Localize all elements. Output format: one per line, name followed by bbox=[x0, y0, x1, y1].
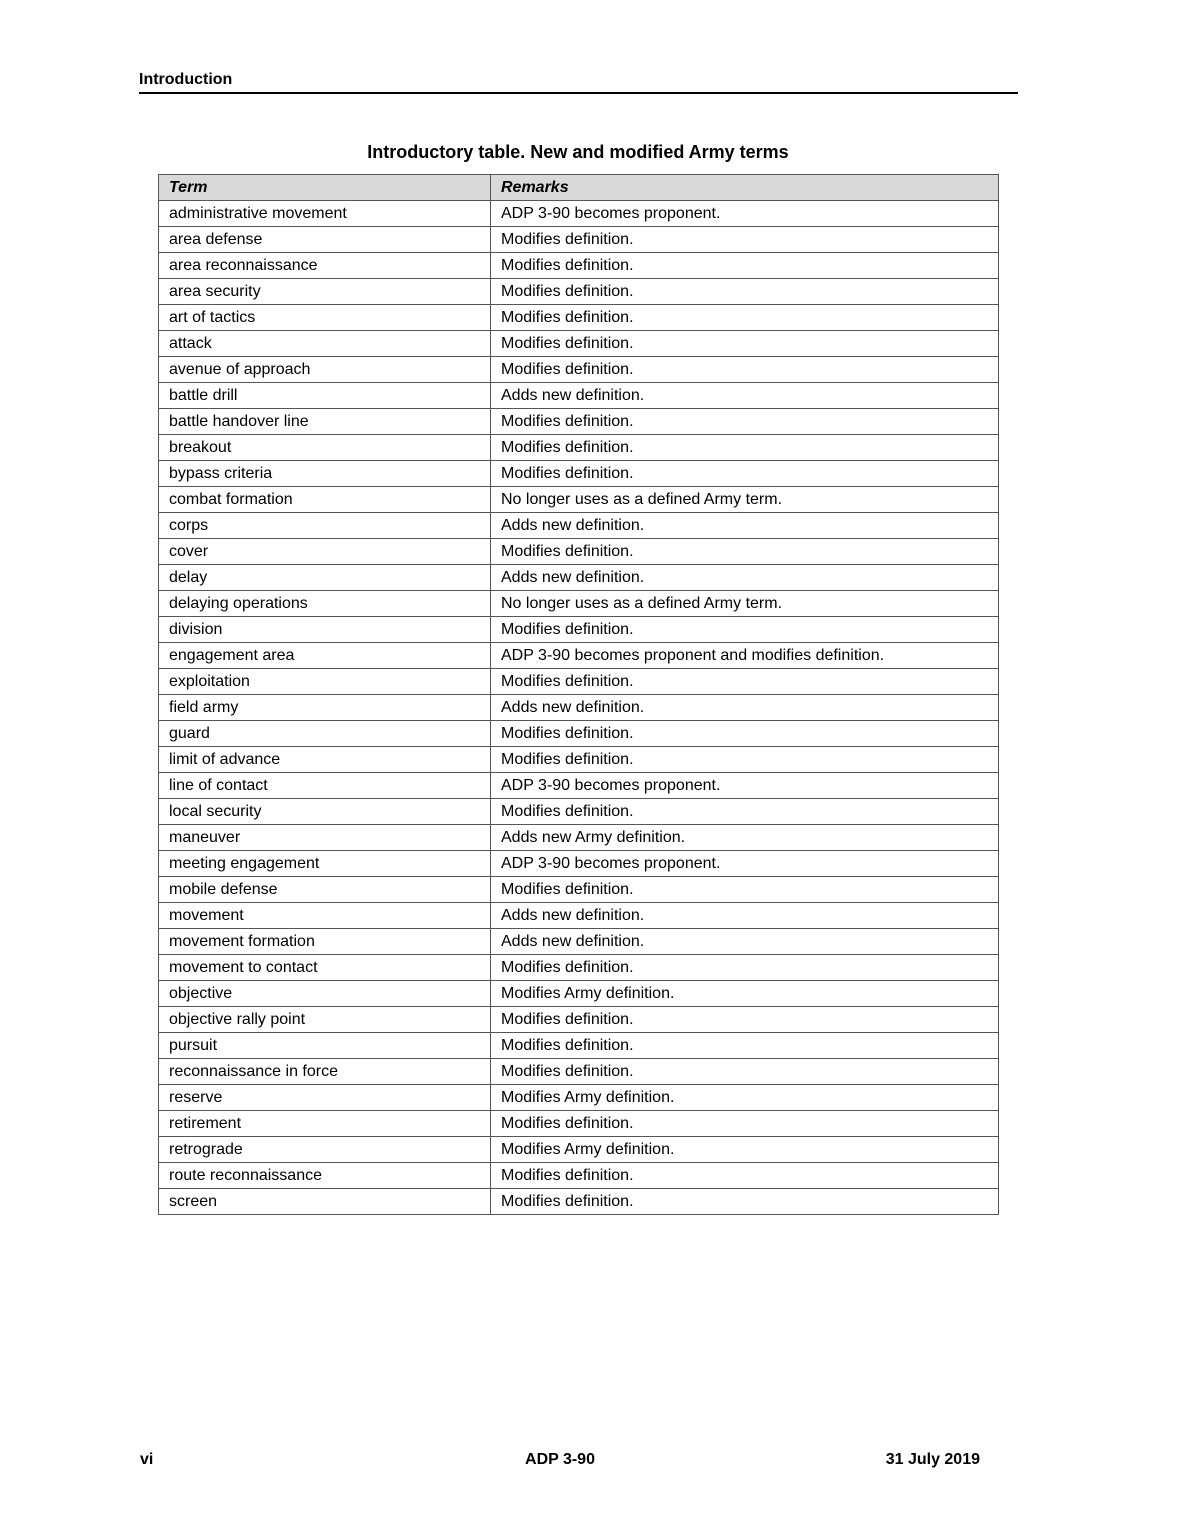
running-header bbox=[139, 70, 1018, 94]
table-row bbox=[159, 695, 999, 721]
term-cell: reconnaissance in force bbox=[159, 1059, 491, 1085]
remarks-cell: Modifies definition. bbox=[491, 409, 999, 435]
remarks-cell: Modifies definition. bbox=[491, 1033, 999, 1059]
table-header-row bbox=[159, 175, 999, 201]
term-cell: objective rally point bbox=[159, 1007, 491, 1033]
term-cell: movement to contact bbox=[159, 955, 491, 981]
term-cell: delay bbox=[159, 565, 491, 591]
term-cell: local security bbox=[159, 799, 491, 825]
table-row bbox=[159, 435, 999, 461]
table-row bbox=[159, 617, 999, 643]
table-title: Introductory table. New and modified Army terms bbox=[367, 142, 789, 162]
table-row bbox=[159, 877, 999, 903]
table-row bbox=[159, 981, 999, 1007]
term-cell: avenue of approach bbox=[159, 357, 491, 383]
term-cell: administrative movement bbox=[159, 201, 491, 227]
publication-date: 31 July 2019 bbox=[885, 1451, 980, 1468]
term-cell: battle drill bbox=[159, 383, 491, 409]
remarks-cell: Modifies definition. bbox=[491, 721, 999, 747]
table-row bbox=[159, 929, 999, 955]
table-row bbox=[159, 305, 999, 331]
remarks-cell: Adds new definition. bbox=[491, 565, 999, 591]
remarks-cell: Adds new definition. bbox=[491, 513, 999, 539]
table-row bbox=[159, 1189, 999, 1215]
term-cell: mobile defense bbox=[159, 877, 491, 903]
table-row bbox=[159, 539, 999, 565]
term-cell: attack bbox=[159, 331, 491, 357]
term-cell: movement formation bbox=[159, 929, 491, 955]
term-cell: battle handover line bbox=[159, 409, 491, 435]
table-body bbox=[159, 201, 999, 1215]
remarks-cell: Modifies definition. bbox=[491, 1163, 999, 1189]
term-cell: line of contact bbox=[159, 773, 491, 799]
table-row bbox=[159, 903, 999, 929]
term-cell: limit of advance bbox=[159, 747, 491, 773]
term-cell: breakout bbox=[159, 435, 491, 461]
term-cell: maneuver bbox=[159, 825, 491, 851]
column-header-term: Term bbox=[159, 175, 491, 201]
table-row bbox=[159, 357, 999, 383]
table-row bbox=[159, 331, 999, 357]
table-row bbox=[159, 799, 999, 825]
table-row bbox=[159, 747, 999, 773]
term-cell: engagement area bbox=[159, 643, 491, 669]
remarks-cell: Modifies definition. bbox=[491, 435, 999, 461]
table-row bbox=[159, 669, 999, 695]
term-cell: meeting engagement bbox=[159, 851, 491, 877]
remarks-cell: Modifies definition. bbox=[491, 877, 999, 903]
term-cell: objective bbox=[159, 981, 491, 1007]
table-row bbox=[159, 1059, 999, 1085]
table-row bbox=[159, 1137, 999, 1163]
remarks-cell: Modifies definition. bbox=[491, 955, 999, 981]
term-cell: exploitation bbox=[159, 669, 491, 695]
remarks-cell: Modifies definition. bbox=[491, 1189, 999, 1215]
term-cell: division bbox=[159, 617, 491, 643]
remarks-cell: No longer uses as a defined Army term. bbox=[491, 487, 999, 513]
remarks-cell: Adds new definition. bbox=[491, 383, 999, 409]
table-row bbox=[159, 955, 999, 981]
remarks-cell: Modifies definition. bbox=[491, 227, 999, 253]
table-row bbox=[159, 1007, 999, 1033]
remarks-cell: Adds new definition. bbox=[491, 695, 999, 721]
remarks-cell: Modifies definition. bbox=[491, 1111, 999, 1137]
term-cell: movement bbox=[159, 903, 491, 929]
term-cell: area security bbox=[159, 279, 491, 305]
remarks-cell: Modifies definition. bbox=[491, 799, 999, 825]
table-row bbox=[159, 773, 999, 799]
term-cell: art of tactics bbox=[159, 305, 491, 331]
table-row bbox=[159, 487, 999, 513]
remarks-cell: Modifies definition. bbox=[491, 461, 999, 487]
remarks-cell: Modifies definition. bbox=[491, 331, 999, 357]
term-cell: area defense bbox=[159, 227, 491, 253]
remarks-cell: Modifies definition. bbox=[491, 279, 999, 305]
term-cell: route reconnaissance bbox=[159, 1163, 491, 1189]
table-row bbox=[159, 1085, 999, 1111]
term-cell: area reconnaissance bbox=[159, 253, 491, 279]
table-row bbox=[159, 851, 999, 877]
terms-table bbox=[158, 174, 999, 1215]
term-cell: pursuit bbox=[159, 1033, 491, 1059]
term-cell: combat formation bbox=[159, 487, 491, 513]
table-row bbox=[159, 201, 999, 227]
remarks-cell: ADP 3-90 becomes proponent. bbox=[491, 201, 999, 227]
table-row bbox=[159, 1111, 999, 1137]
remarks-cell: Modifies definition. bbox=[491, 1059, 999, 1085]
remarks-cell: Modifies Army definition. bbox=[491, 1137, 999, 1163]
table-row bbox=[159, 643, 999, 669]
term-cell: field army bbox=[159, 695, 491, 721]
remarks-cell: Adds new definition. bbox=[491, 903, 999, 929]
table-row bbox=[159, 565, 999, 591]
term-cell: retrograde bbox=[159, 1137, 491, 1163]
column-header-remarks: Remarks bbox=[491, 175, 999, 201]
table-row bbox=[159, 383, 999, 409]
publication-id: ADP 3-90 bbox=[525, 1451, 595, 1468]
term-cell: guard bbox=[159, 721, 491, 747]
term-cell: screen bbox=[159, 1189, 491, 1215]
remarks-cell: ADP 3-90 becomes proponent. bbox=[491, 773, 999, 799]
table-row bbox=[159, 825, 999, 851]
table-row bbox=[159, 513, 999, 539]
remarks-cell: ADP 3-90 becomes proponent and modifies definition. bbox=[491, 643, 999, 669]
remarks-cell: Modifies definition. bbox=[491, 1007, 999, 1033]
page-number: vi bbox=[140, 1451, 154, 1468]
table-row bbox=[159, 253, 999, 279]
term-cell: bypass criteria bbox=[159, 461, 491, 487]
remarks-cell: Modifies definition. bbox=[491, 669, 999, 695]
remarks-cell: Modifies definition. bbox=[491, 253, 999, 279]
remarks-cell: Modifies definition. bbox=[491, 617, 999, 643]
remarks-cell: Modifies definition. bbox=[491, 305, 999, 331]
table-row bbox=[159, 1163, 999, 1189]
remarks-cell: Adds new Army definition. bbox=[491, 825, 999, 851]
section-title: Introduction bbox=[139, 71, 233, 88]
remarks-cell: ADP 3-90 becomes proponent. bbox=[491, 851, 999, 877]
remarks-cell: Adds new definition. bbox=[491, 929, 999, 955]
term-cell: corps bbox=[159, 513, 491, 539]
term-cell: delaying operations bbox=[159, 591, 491, 617]
table-row bbox=[159, 227, 999, 253]
table-row bbox=[159, 279, 999, 305]
table-row bbox=[159, 721, 999, 747]
term-cell: retirement bbox=[159, 1111, 491, 1137]
term-cell: reserve bbox=[159, 1085, 491, 1111]
remarks-cell: Modifies Army definition. bbox=[491, 981, 999, 1007]
remarks-cell: Modifies definition. bbox=[491, 539, 999, 565]
table-row bbox=[159, 461, 999, 487]
table-row bbox=[159, 1033, 999, 1059]
remarks-cell: Modifies definition. bbox=[491, 357, 999, 383]
remarks-cell: No longer uses as a defined Army term. bbox=[491, 591, 999, 617]
remarks-cell: Modifies Army definition. bbox=[491, 1085, 999, 1111]
table-row bbox=[159, 409, 999, 435]
table-row bbox=[159, 591, 999, 617]
remarks-cell: Modifies definition. bbox=[491, 747, 999, 773]
term-cell: cover bbox=[159, 539, 491, 565]
